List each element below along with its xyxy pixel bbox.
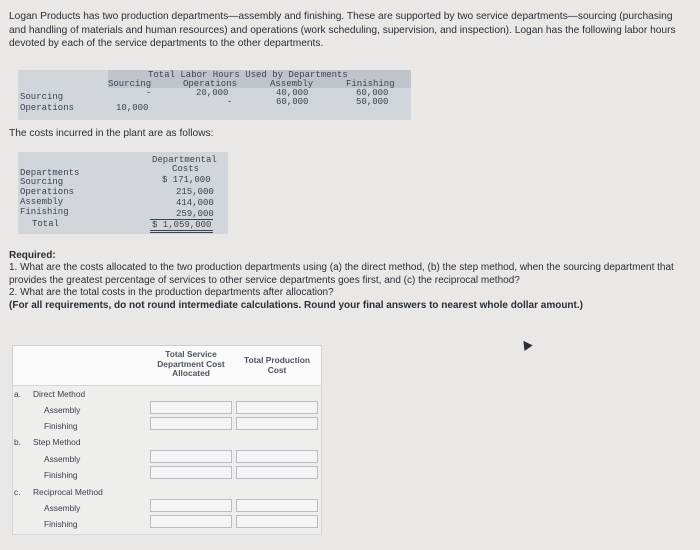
cell-sourcing-finishing: 60,000 (356, 88, 389, 98)
cell-operations-operations: - (227, 97, 233, 107)
cost-label-operations: Operations (20, 187, 75, 197)
cost-value-total: $ 1,059,000 (150, 219, 213, 233)
cost-label-total: Total (32, 219, 60, 229)
cost-label-assembly: Assembly (20, 197, 64, 207)
header-line: Total Service (165, 349, 217, 359)
row-label-finishing: Finishing (44, 421, 78, 431)
labor-table-title: Total Labor Hours Used by Departments (148, 70, 348, 80)
section-letter-b: b. (14, 437, 21, 447)
input-reciprocal-finishing-total[interactable] (236, 515, 318, 528)
input-direct-finishing-allocated[interactable] (150, 417, 232, 430)
input-step-assembly-total[interactable] (236, 450, 318, 463)
mouse-cursor-icon (519, 338, 532, 351)
row-label-assembly: Assembly (44, 405, 81, 415)
header-line: Department Cost (157, 358, 225, 369)
input-direct-assembly-allocated[interactable] (150, 401, 232, 414)
input-direct-assembly-total[interactable] (236, 401, 318, 414)
row-label-finishing: Finishing (44, 519, 78, 529)
cost-value-finishing: 259,000 (176, 209, 214, 219)
section-letter-a: a. (14, 389, 21, 399)
input-reciprocal-assembly-total[interactable] (236, 499, 318, 512)
cell-sourcing-operations: 20,000 (196, 88, 229, 98)
header-total-service-cost (151, 350, 231, 379)
input-step-finishing-total[interactable] (236, 466, 318, 479)
header-line: Cost (267, 364, 287, 375)
input-direct-finishing-total[interactable] (236, 417, 318, 430)
header-total-production-cost (237, 356, 317, 375)
section-letter-c: c. (14, 487, 21, 497)
cost-label-finishing: Finishing (20, 207, 69, 217)
header-costs: Costs (172, 164, 200, 174)
input-step-finishing-allocated[interactable] (150, 466, 232, 479)
cell-operations-sourcing: 10,000 (116, 103, 149, 113)
input-reciprocal-finishing-allocated[interactable] (150, 515, 232, 528)
col-operations: Operations (183, 79, 238, 89)
cost-value-assembly: 414,000 (176, 198, 214, 208)
header-line: Total Production (244, 355, 310, 365)
method-label-direct: Direct Method (33, 389, 86, 399)
cell-operations-finishing: 50,000 (356, 97, 389, 107)
rounding-note: (For all requirements, do not round intermediate calculations. Round your final answers to nearest whole dollar amount.) (9, 299, 583, 311)
col-finishing: Finishing (346, 79, 395, 89)
col-sourcing: Sourcing (108, 79, 152, 89)
row-label-sourcing: Sourcing (20, 92, 64, 102)
header-departments: Departments (20, 168, 80, 178)
question-1: 1. What are the costs allocated to the two production departments using (a) the direct method, (b) the step method, when the sourcing department that provides the greatest percentage of services to other service departments goes first, and (c) the reciprocal method? (9, 262, 674, 286)
method-label-step: Step Method (33, 437, 81, 447)
row-label-finishing: Finishing (44, 470, 78, 480)
method-label-reciprocal: Reciprocal Method (33, 487, 103, 497)
col-assembly: Assembly (270, 79, 314, 89)
costs-sentence: The costs incurred in the plant are as follows: (9, 128, 214, 139)
question-2: 2. What are the total costs in the production departments after allocation? (9, 287, 334, 299)
header-line: Allocated (172, 368, 210, 378)
required-heading: Required: (9, 250, 56, 261)
row-label-assembly: Assembly (44, 503, 81, 513)
input-step-assembly-allocated[interactable] (150, 450, 232, 463)
cost-value-operations: 215,000 (176, 187, 214, 197)
row-label-operations: Operations (20, 103, 75, 113)
cost-label-sourcing: Sourcing (20, 177, 64, 187)
cell-operations-assembly: 60,000 (276, 97, 309, 107)
input-reciprocal-assembly-allocated[interactable] (150, 499, 232, 512)
row-label-assembly: Assembly (44, 454, 81, 464)
cell-sourcing-sourcing: - (146, 88, 152, 98)
required-section (9, 250, 689, 312)
cell-sourcing-assembly: 40,000 (276, 88, 309, 98)
problem-intro: Logan Products has two production departments—assembly and finishing. These are supported by two service departments—sourcing (purchasing and handling of materials and human resources) and operations (work scheduling, supervision, and inspection). Logan has the following labor hours devoted by each of the service departments to the other departments. (9, 11, 676, 49)
cost-value-sourcing: $ 171,000 (162, 175, 211, 185)
header-departmental: Departmental (152, 155, 217, 165)
